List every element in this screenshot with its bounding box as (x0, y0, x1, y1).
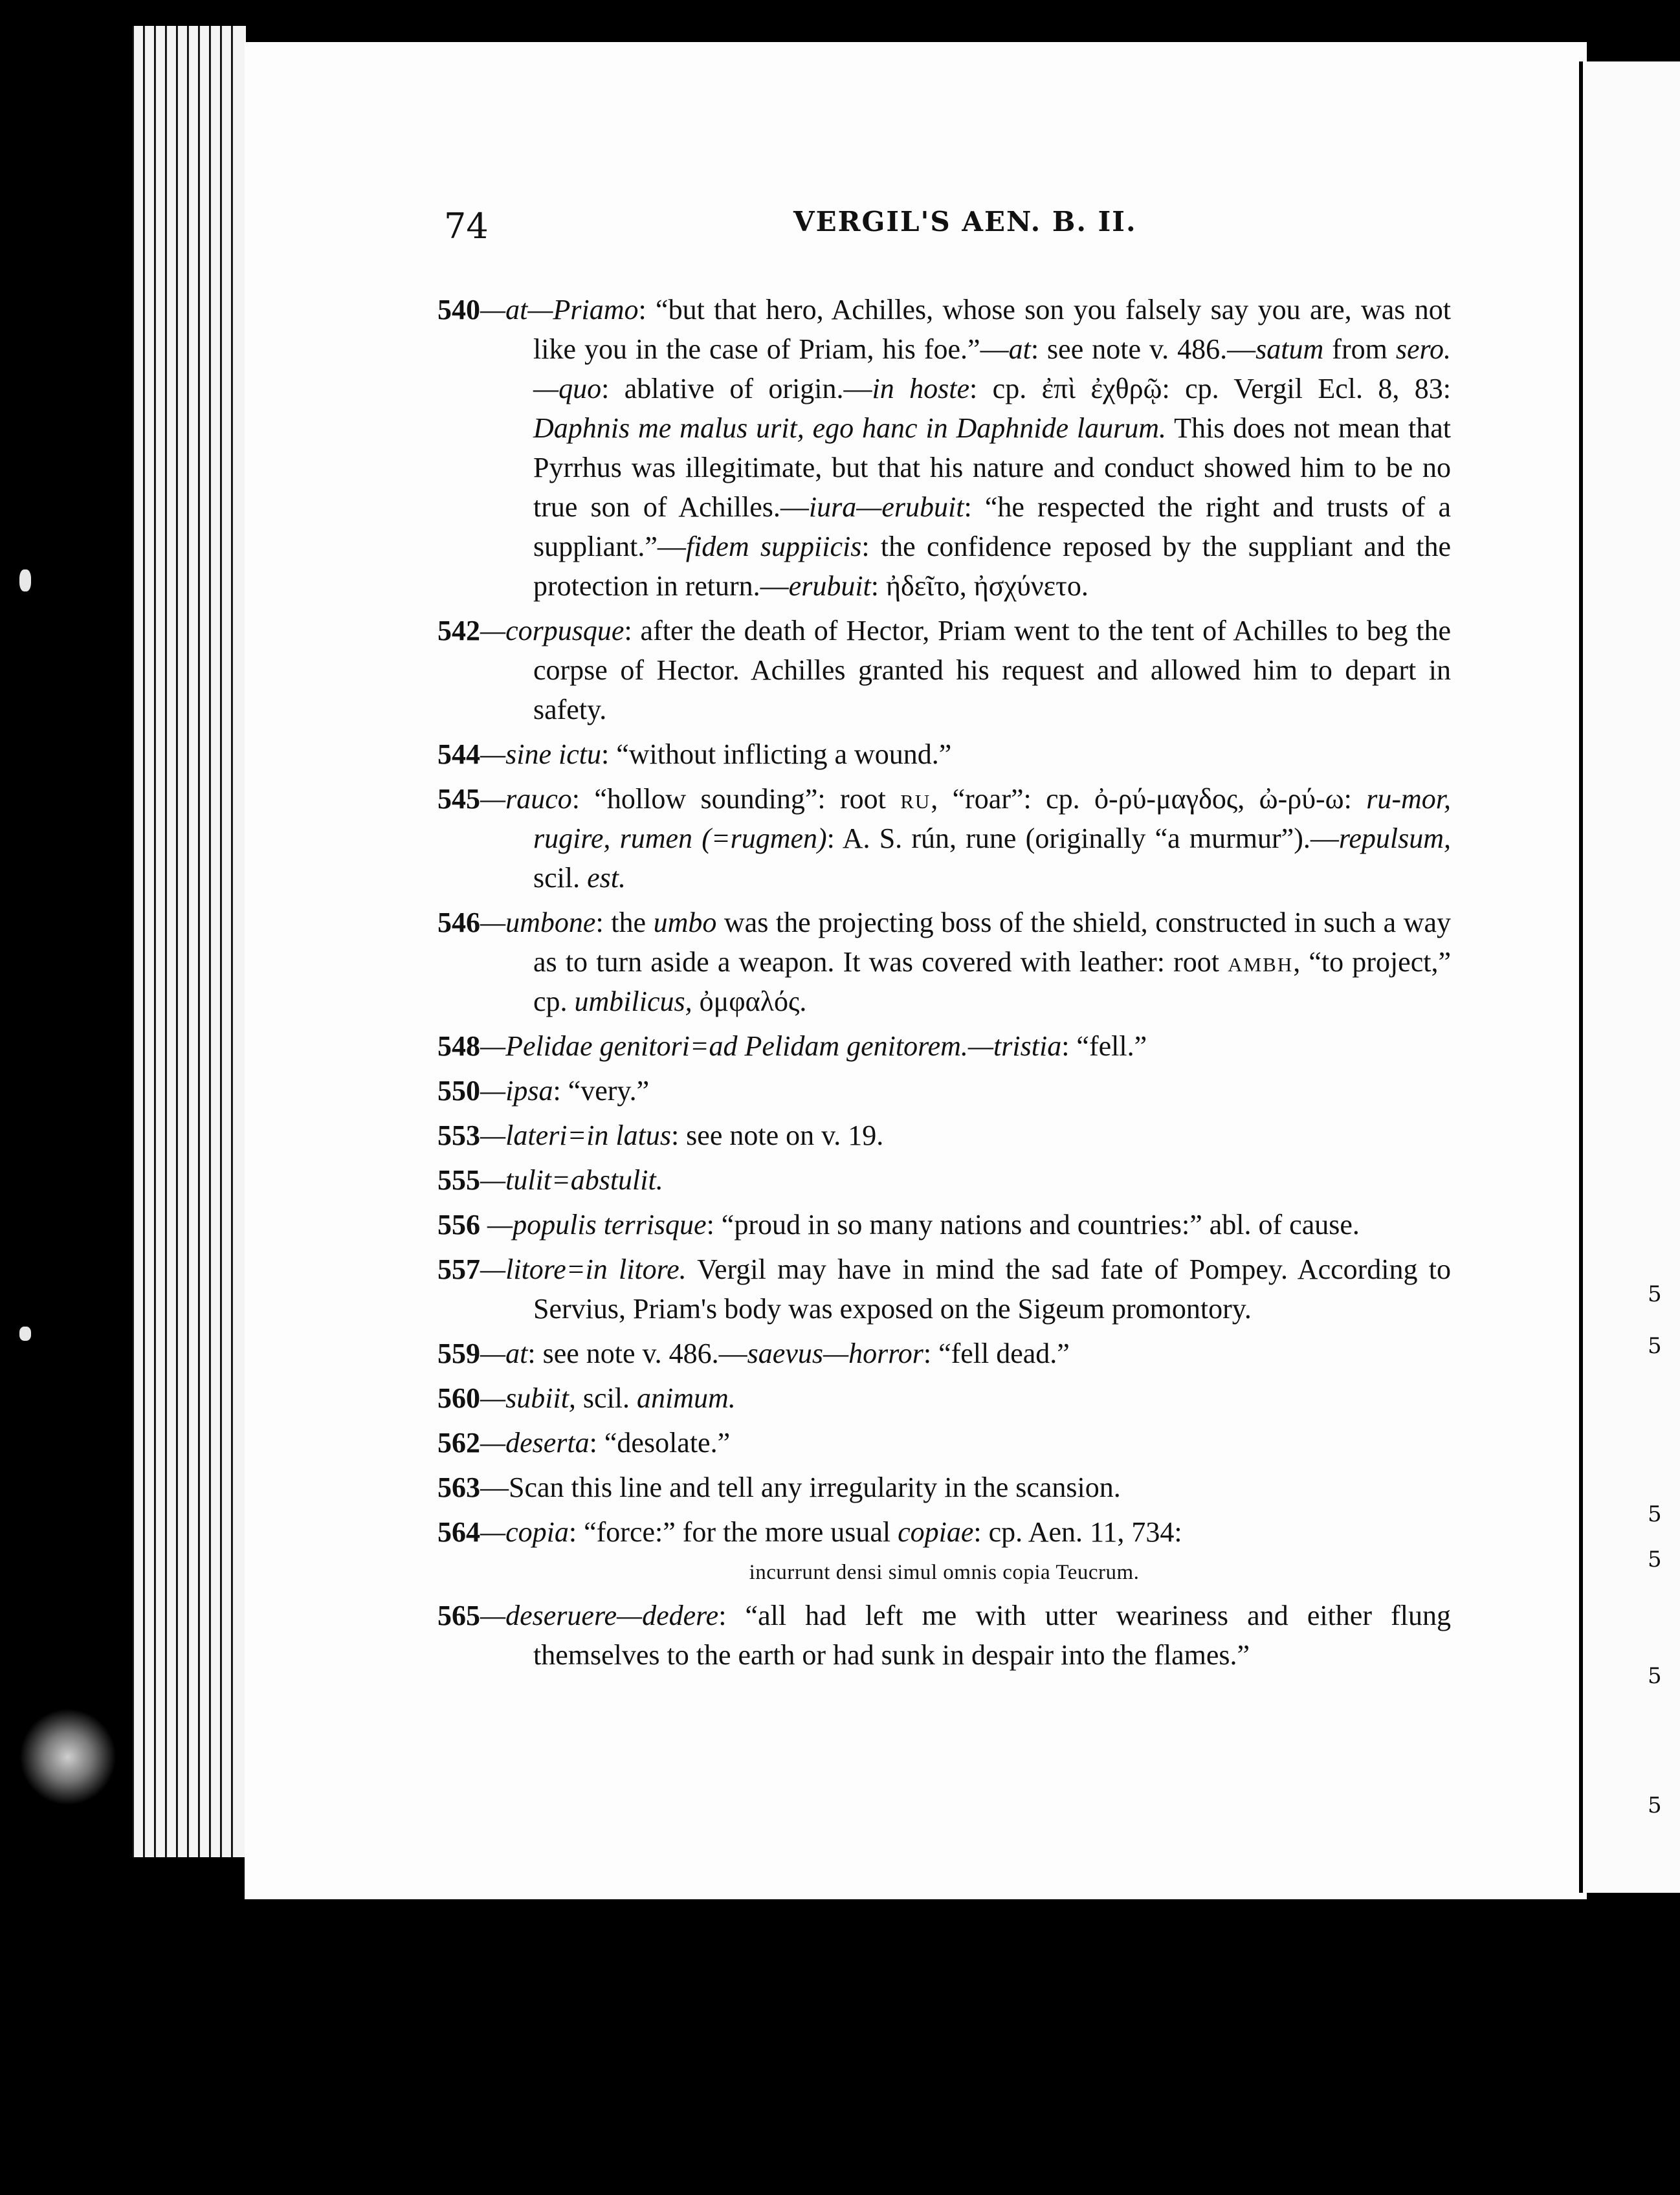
line-number: 544 (437, 738, 480, 770)
scan-smudge (19, 1708, 116, 1805)
scan-speck (19, 569, 31, 591)
line-number: 560 (437, 1382, 480, 1414)
note-563 (437, 1468, 1451, 1507)
note-text: Vergil may have in mind the sad fate of Pompey. According to Servius, Priam's body was exposed on the Sigeum promontory. (533, 1253, 1451, 1325)
line-number: 548 (437, 1030, 480, 1062)
line-number: 557 (437, 1253, 480, 1285)
line-number: 546 (437, 907, 480, 938)
facing-page-edge (1579, 61, 1680, 1893)
page-number: 74 (444, 206, 489, 247)
commentary-notes (437, 290, 1451, 1680)
emphasis: fidem suppiicis (685, 531, 862, 562)
line-number: 542 (437, 615, 480, 646)
page-edge (199, 26, 209, 1857)
emphasis: at (1008, 333, 1031, 365)
emphasis: satum (1255, 333, 1324, 365)
page-edge (177, 26, 187, 1857)
lemma: —umbone (480, 907, 596, 938)
emphasis: iura—erubuit (808, 491, 964, 523)
note-560 (437, 1378, 1451, 1418)
emphasis: ru-mor, rugire, rumen (=rugmen) (533, 783, 1451, 854)
root: ambh (1228, 946, 1294, 978)
page-edge (133, 26, 143, 1857)
note-540 (437, 290, 1451, 606)
facing-page-fragment: 5 (1648, 1501, 1662, 1527)
page-edge (155, 26, 165, 1857)
lemma: —ipsa (480, 1075, 553, 1107)
scan-speck (19, 1327, 31, 1341)
note-text: : “hollow sounding”: root (571, 783, 901, 815)
note-text: : ablative of origin.— (601, 373, 872, 404)
emphasis: est. (587, 862, 626, 894)
page-edge (210, 26, 220, 1857)
lemma: —corpusque (480, 615, 624, 646)
line-number: 562 (437, 1427, 480, 1459)
facing-page-fragment: 5 (1648, 1547, 1662, 1572)
page-edge (166, 26, 176, 1857)
lemma: —Pelidae genitori=ad Pelidam genitorem.—tristia (480, 1030, 1062, 1062)
note-text: : “without inflicting a wound.” (601, 738, 952, 770)
emphasis: erubuit (788, 570, 871, 602)
note-555 (437, 1160, 1451, 1200)
lemma: —deserta (480, 1427, 590, 1459)
note-text: : see note v. 486.— (1030, 333, 1256, 365)
note-542 (437, 611, 1451, 729)
lemma: —at (480, 1338, 528, 1369)
note-550 (437, 1071, 1451, 1110)
line-number: 550 (437, 1075, 480, 1107)
emphasis: in hoste (872, 373, 970, 404)
line-number: 565 (437, 1600, 480, 1631)
facing-page-fragment: 5 (1648, 1663, 1662, 1689)
facing-page-fragment: 5 (1648, 1792, 1662, 1818)
facing-page-fragment: 5 (1648, 1281, 1662, 1307)
lemma: —lateri=in latus (480, 1120, 671, 1151)
page-edge (232, 26, 246, 1857)
running-head: VERGIL'S AEN. B. II. (793, 206, 1137, 237)
note-text: : “force:” for the more usual (568, 1516, 898, 1548)
note-text: : cp. Aen. 11, 734: (973, 1516, 1182, 1548)
note-557 (437, 1250, 1451, 1329)
emphasis: umbo (653, 907, 717, 938)
emphasis: Daphnis me malus urit, ego hanc in Daphnide laurum. (533, 412, 1167, 444)
note-text: ὀμφαλός. (692, 986, 807, 1017)
note-text: : see note v. 486.— (527, 1338, 747, 1369)
note-text: , “roar”: cp. ὀ-ρύ-μαγδος, ὠ-ρύ-ω: (931, 783, 1367, 815)
note-565 (437, 1596, 1451, 1675)
page-edge (144, 26, 154, 1857)
line-number: 555 (437, 1164, 480, 1196)
note-545 (437, 779, 1451, 898)
emphasis: animum. (637, 1382, 736, 1414)
lemma: —at—Priamo (480, 294, 639, 325)
page-edge (188, 26, 198, 1857)
note-text: , “to project,” cp. (533, 946, 1451, 1017)
note-text: scil. (533, 862, 588, 894)
note-text: : after the death of Hector, Priam went to the tent of Achilles to beg the corpse of Hector. Achilles granted his request and allowed him to depart in safety. (533, 615, 1451, 725)
emphasis: saevus—horror (747, 1338, 923, 1369)
lemma: —deseruere—dedere (480, 1600, 719, 1631)
note-544 (437, 734, 1451, 774)
note-text: : “very.” (553, 1075, 650, 1107)
lemma: —rauco (480, 783, 572, 815)
lemma: —subiit, (480, 1382, 576, 1414)
note-556 (437, 1205, 1451, 1244)
note-text: from (1323, 333, 1396, 365)
note-text: : “fell dead.” (923, 1338, 1070, 1369)
line-number: 563 (437, 1472, 480, 1503)
note-text: : ἠδεῖτο, ἠσχύνετο. (870, 570, 1089, 602)
note-546 (437, 903, 1451, 1021)
emphasis: repulsum, (1338, 822, 1451, 854)
facing-page-fragment: 5 (1648, 1333, 1662, 1359)
lemma: —sine ictu (480, 738, 601, 770)
note-559 (437, 1334, 1451, 1373)
note-text: scil. (575, 1382, 637, 1414)
note-text: : see note on v. 19. (670, 1120, 884, 1151)
note-text: : the confidence reposed by the suppliant and the protection in return.— (533, 531, 1452, 602)
emphasis: copiae (898, 1516, 974, 1548)
root: ru (900, 783, 931, 815)
lemma: —litore=in litore. (480, 1253, 687, 1285)
lemma: —populis terrisque (480, 1209, 707, 1241)
page-edge (221, 26, 231, 1857)
note-text: : “but that hero, Achilles, whose son you falsely say you are, was not like you in the case of Priam, his foe.”— (533, 294, 1451, 365)
note-text: —Scan this line and tell any irregularity in the scansion. (480, 1472, 1121, 1503)
line-number: 540 (437, 294, 480, 325)
line-number: 553 (437, 1120, 480, 1151)
line-number: 556 (437, 1209, 480, 1241)
note-text: : “desolate.” (589, 1427, 731, 1459)
note-text: : cp. ἐπὶ ἐχθρῷ: cp. Vergil Ecl. 8, 83: (969, 373, 1451, 404)
lemma: —copia (480, 1516, 569, 1548)
line-number: 559 (437, 1338, 480, 1369)
note-553 (437, 1116, 1451, 1155)
note-text: : A. S. rún, rune (originally “a murmur”).— (826, 822, 1339, 854)
note-text: : “fell.” (1061, 1030, 1147, 1062)
note-text: This does not mean that Pyrrhus was illegitimate, but that his nature and conduct showed him to be no true son of Achilles.— (533, 412, 1451, 523)
note-text: was the projecting boss of the shield, constructed in such a way as to turn aside a weapon. It was covered with leather: root (533, 907, 1452, 978)
line-number: 545 (437, 783, 480, 815)
note-564 (437, 1512, 1451, 1552)
emphasis: umbilicus, (574, 986, 692, 1017)
emphasis: sero.—quo (533, 333, 1452, 404)
note-text: : “he respected the right and trusts of a suppliant.”— (533, 491, 1451, 562)
note-text: : “proud in so many nations and countries:” abl. of cause. (706, 1209, 1360, 1241)
note-text: : “all had left me with utter weariness and either flung themselves to the earth or had sunk in despair into the flames.” (533, 1600, 1451, 1671)
note-562 (437, 1423, 1451, 1462)
line-number: 564 (437, 1516, 480, 1548)
note-548 (437, 1026, 1451, 1066)
note-text: : the (595, 907, 654, 938)
verse-quotation: incurrunt densi simul omnis copia Teucrum. (749, 1561, 1140, 1584)
lemma: —tulit=abstulit. (480, 1164, 663, 1196)
